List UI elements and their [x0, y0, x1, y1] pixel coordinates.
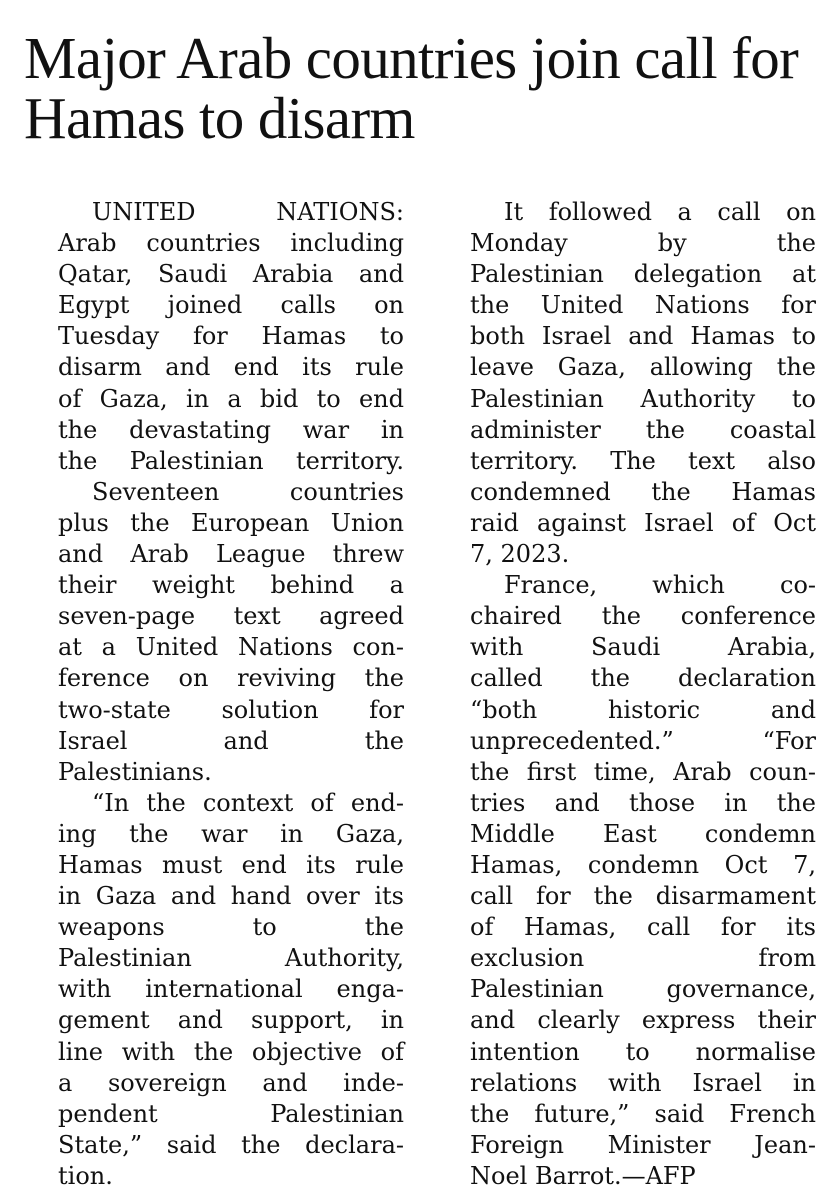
- text-line: Palestinian governance,: [470, 975, 816, 1004]
- text-line: call for the disarmament: [470, 882, 816, 911]
- text-line: seven-page text agreed: [58, 602, 404, 631]
- text-line: with international enga-: [58, 975, 404, 1004]
- text-line: with Saudi Arabia,: [470, 633, 816, 662]
- text-line: tion.: [58, 1161, 113, 1190]
- article-headline: Major Arab countries join call for Hamas to disarm: [24, 25, 799, 151]
- paragraph-1: [24, 197, 404, 477]
- text-line: Tuesday for Hamas to: [58, 322, 404, 351]
- text-line: UNITED NATIONS:: [92, 198, 404, 226]
- text-line: two-state solution for: [58, 695, 404, 724]
- text-line: Arab countries including: [58, 229, 404, 258]
- text-line: Monday by the: [470, 229, 816, 258]
- left-column: [24, 197, 404, 1192]
- text-line: State,” said the declara-: [58, 1130, 404, 1159]
- text-line: Palestinians.: [58, 757, 212, 786]
- text-line: unprecedented.” “For: [470, 726, 816, 755]
- text-line: Foreign Minister Jean-: [470, 1130, 816, 1159]
- text-line: 7, 2023.: [470, 540, 570, 569]
- text-line: tries and those in the: [470, 788, 816, 817]
- text-line: It followed a call on: [504, 198, 816, 226]
- text-line: their weight behind a: [58, 571, 404, 600]
- paragraph-2: [24, 477, 404, 788]
- text-line: intention to normalise: [470, 1037, 816, 1066]
- text-line: Seventeen countries: [92, 477, 404, 506]
- text-line: disarm and end its rule: [58, 353, 404, 382]
- text-line: condemned the Hamas: [470, 477, 816, 506]
- text-line: Hamas, condemn Oct 7,: [470, 850, 816, 879]
- text-line: both Israel and Hamas to: [470, 322, 816, 351]
- text-line: raid against Israel of Oct: [470, 508, 816, 537]
- text-line: called the declaration: [470, 664, 816, 693]
- paragraph-3: [24, 788, 404, 1192]
- text-line: Palestinian Authority,: [58, 944, 404, 973]
- text-line: line with the objective of: [58, 1037, 404, 1066]
- text-line: “In the context of end-: [92, 788, 404, 817]
- text-line: Hamas must end its rule: [58, 850, 404, 879]
- paragraph-5: [436, 570, 816, 1192]
- text-line: the first time, Arab coun-: [470, 757, 816, 786]
- text-line: Noel Barrot.—AFP: [470, 1161, 696, 1190]
- text-line: France, which co-: [504, 571, 816, 600]
- text-line: the United Nations for: [470, 291, 816, 320]
- text-line: chaired the conference: [470, 602, 816, 631]
- paragraph-4: [436, 197, 816, 570]
- text-line: ference on reviving the: [58, 664, 404, 693]
- text-line: plus the European Union: [58, 508, 404, 537]
- text-line: and clearly express their: [470, 1006, 816, 1035]
- text-line: and Arab League threw: [58, 540, 404, 569]
- text-line: the Palestinian territory.: [58, 446, 404, 475]
- text-line: Israel and the: [58, 726, 404, 755]
- right-column: [436, 197, 816, 1192]
- text-line: “both historic and: [470, 695, 816, 724]
- text-line: ing the war in Gaza,: [58, 819, 404, 848]
- text-line: at a United Nations con-: [58, 633, 404, 662]
- text-line: exclusion from: [470, 944, 816, 973]
- text-line: Egypt joined calls on: [58, 291, 404, 320]
- text-line: leave Gaza, allowing the: [470, 353, 816, 382]
- text-line: Palestinian Authority to: [470, 384, 816, 413]
- text-line: the future,” said French: [470, 1099, 816, 1128]
- text-line: in Gaza and hand over its: [58, 882, 404, 911]
- text-line: administer the coastal: [470, 415, 816, 444]
- text-line: of Hamas, call for its: [470, 913, 816, 942]
- text-line: Palestinian delegation at: [470, 260, 816, 289]
- text-line: of Gaza, in a bid to end: [58, 384, 404, 413]
- text-line: territory. The text also: [470, 446, 816, 475]
- text-line: gement and support, in: [58, 1006, 404, 1035]
- text-line: pendent Palestinian: [58, 1099, 404, 1128]
- text-line: weapons to the: [58, 913, 404, 942]
- text-line: relations with Israel in: [470, 1068, 816, 1097]
- text-line: the devastating war in: [58, 415, 404, 444]
- text-line: Qatar, Saudi Arabia and: [58, 260, 404, 289]
- text-line: a sovereign and inde-: [58, 1068, 404, 1097]
- text-line: Middle East condemn: [470, 819, 816, 848]
